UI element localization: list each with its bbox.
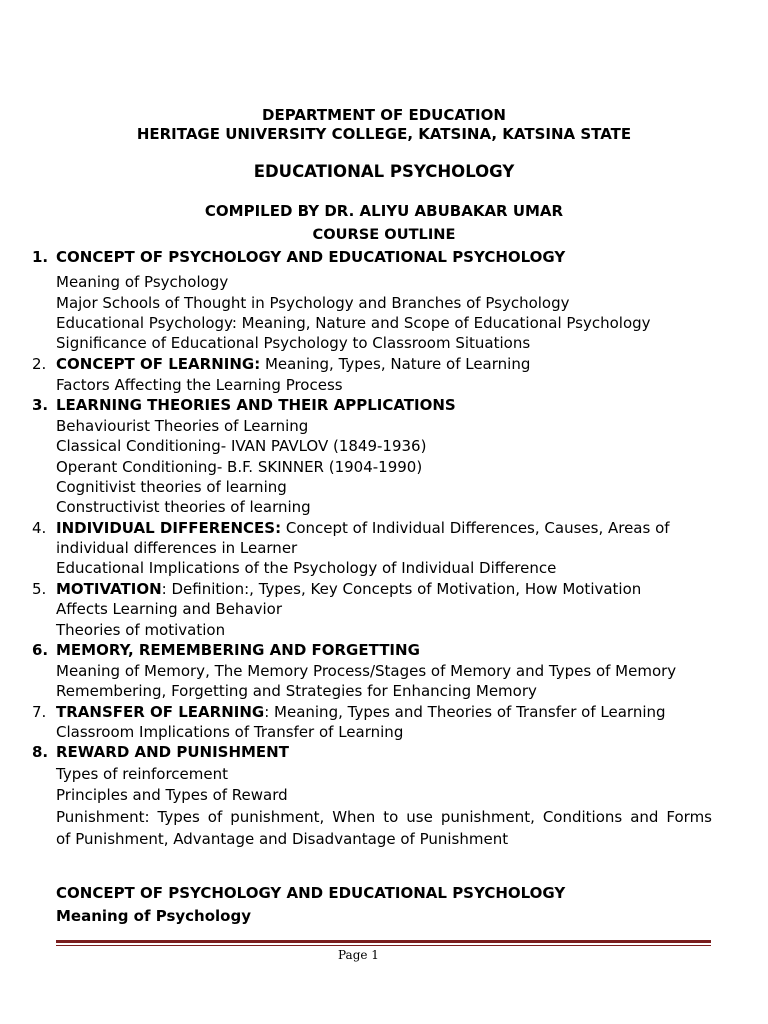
list-item: individual differences in Learner (56, 539, 298, 557)
section-4-line (56, 519, 670, 537)
list-item: Educational Implications of the Psychology of Individual Difference (56, 559, 557, 577)
course-outline-heading: COURSE OUTLINE (312, 226, 456, 243)
body-heading: CONCEPT OF PSYCHOLOGY AND EDUCATIONAL PSYCHOLOGY (56, 884, 566, 902)
list-item: Theories of motivation (56, 621, 226, 639)
section-2-title: CONCEPT OF LEARNING: (56, 355, 261, 373)
page-number: Page 1 (338, 948, 379, 962)
footer-rule-thick (56, 940, 711, 943)
list-item: Major Schools of Thought in Psychology and Branches of Psychology (56, 294, 570, 312)
section-3-number: 3. (32, 396, 49, 414)
body-subheading: Meaning of Psychology (56, 907, 252, 925)
list-item: Classroom Implications of Transfer of Learning (56, 723, 404, 741)
section-7-title: TRANSFER OF LEARNING (56, 703, 265, 721)
list-item: Behaviourist Theories of Learning (56, 417, 309, 435)
footer-rule-thin (56, 945, 711, 946)
section-6-title: MEMORY, REMEMBERING AND FORGETTING (56, 641, 420, 659)
section-1-title: CONCEPT OF PSYCHOLOGY AND EDUCATIONAL PSYCHOLOGY (56, 248, 566, 266)
section-4-title: INDIVIDUAL DIFFERENCES: (56, 519, 282, 537)
section-8-number: 8. (32, 743, 49, 761)
list-item: of Punishment, Advantage and Disadvantage of Punishment (56, 830, 509, 848)
section-7-number: 7. (32, 703, 47, 721)
list-item: Principles and Types of Reward (56, 786, 288, 804)
list-item: Constructivist theories of learning (56, 498, 311, 516)
section-5-line (56, 580, 641, 598)
section-2-number: 2. (32, 355, 47, 373)
list-item: Significance of Educational Psychology to Classroom Situations (56, 334, 531, 352)
section-4-rest: Concept of Individual Differences, Causes, Areas of (281, 519, 670, 537)
list-item: Types of reinforcement (56, 765, 229, 783)
list-item: Cognitivist theories of learning (56, 478, 287, 496)
section-1-number: 1. (32, 248, 49, 266)
college-title: HERITAGE UNIVERSITY COLLEGE, KATSINA, KATSINA STATE (136, 125, 632, 143)
list-item: Affects Learning and Behavior (56, 600, 283, 618)
list-item: Classical Conditioning- IVAN PAVLOV (1849-1936) (56, 437, 427, 455)
department-title: DEPARTMENT OF EDUCATION (262, 106, 506, 124)
section-5-rest: : Definition:, Types, Key Concepts of Motivation, How Motivation (161, 580, 642, 598)
list-item: Educational Psychology: Meaning, Nature and Scope of Educational Psychology (56, 314, 651, 332)
section-2-line (56, 355, 530, 373)
section-7-line (56, 703, 666, 721)
section-4-number: 4. (32, 519, 47, 537)
section-7-rest: : Meaning, Types and Theories of Transfer of Learning (264, 703, 666, 721)
list-item: Meaning of Psychology (56, 273, 229, 291)
section-3-title: LEARNING THEORIES AND THEIR APPLICATIONS (56, 396, 456, 414)
list-item: Factors Affecting the Learning Process (56, 376, 343, 394)
course-title: EDUCATIONAL PSYCHOLOGY (253, 162, 515, 181)
section-5-title: MOTIVATION (56, 580, 162, 598)
list-item: Operant Conditioning- B.F. SKINNER (1904-1990) (56, 458, 423, 476)
section-5-number: 5. (32, 580, 47, 598)
section-2-rest: Meaning, Types, Nature of Learning (260, 355, 531, 373)
list-item: Remembering, Forgetting and Strategies for Enhancing Memory (56, 682, 537, 700)
section-8-title: REWARD AND PUNISHMENT (56, 743, 289, 761)
list-item: Meaning of Memory, The Memory Process/Stages of Memory and Types of Memory (56, 662, 677, 680)
compiled-by: COMPILED BY DR. ALIYU ABUBAKAR UMAR (204, 202, 564, 220)
list-item: Punishment: Types of punishment, When to use punishment, Conditions and Forms (56, 808, 712, 826)
section-6-number: 6. (32, 641, 49, 659)
